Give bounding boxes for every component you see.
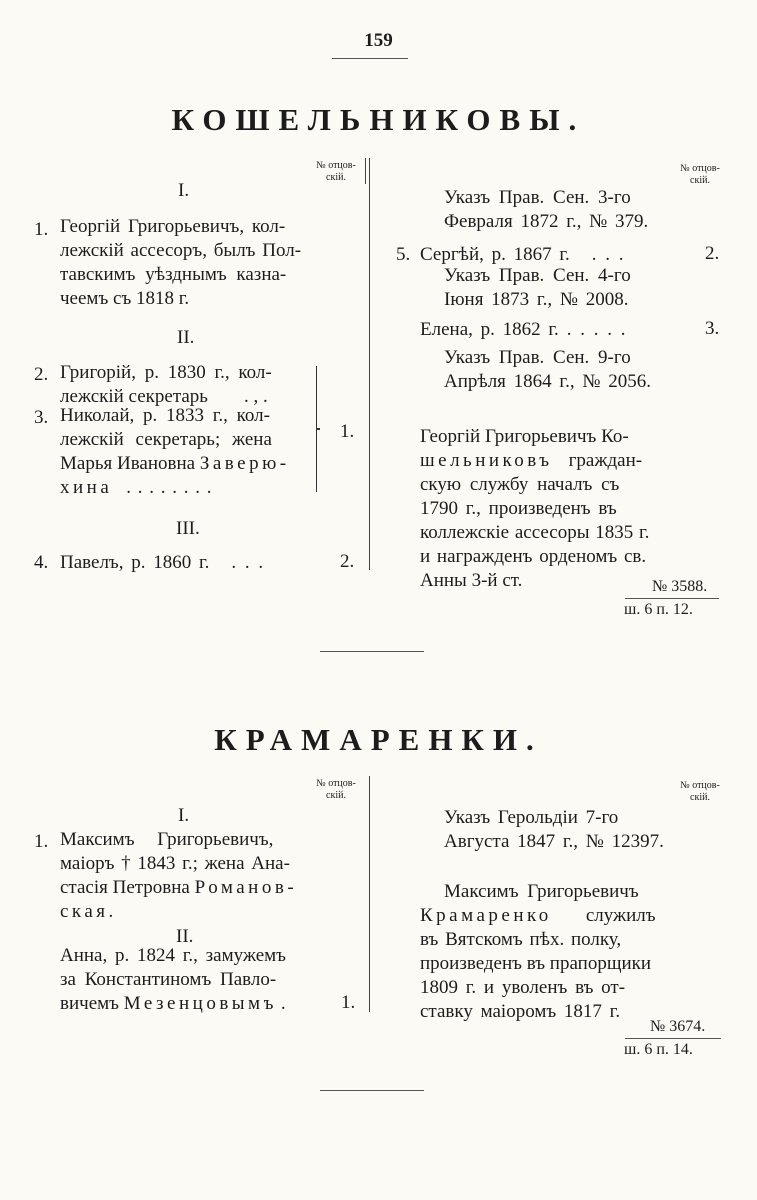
entry-number: 4. — [34, 552, 49, 573]
entry-sergey: Сергѣй, р. 1867 г. . . . — [420, 244, 626, 265]
entry-number: 2. — [34, 364, 49, 385]
generation-heading: I. — [178, 805, 190, 826]
record-number: № 3674. — [650, 1018, 706, 1035]
right-col-header: № отцов- скій. — [680, 163, 720, 186]
left-col-header: № отцов- скій. — [316, 778, 356, 801]
entry-pavel: Павелъ, р. 1860 г. . . . — [60, 552, 266, 573]
ukaz-1872: Указъ Прав. Сен. 3-го Февраля 1872 г., № 379. — [444, 187, 649, 232]
entry-number: 1. — [34, 831, 49, 852]
brace-reference: 1. — [340, 421, 355, 442]
section-title-koshelnikovy: КОШЕЛЬНИКОВЫ. — [171, 102, 586, 137]
column-divider-tick — [365, 158, 366, 184]
entry-reference: 3. — [705, 318, 720, 339]
generation-heading: II. — [176, 926, 194, 947]
record-number: № 3588. — [652, 578, 708, 595]
entry-number: 5. — [396, 244, 411, 265]
left-col-header: № отцов- скій. — [316, 160, 356, 183]
entry-number: 3. — [34, 407, 49, 428]
entry-anna: Анна, р. 1824 г., замужемъ за Константиномъ Павло- вичемъ Мезенцовымъ . — [60, 945, 287, 1014]
entry-maksim: Максимъ Григорьевичъ, маіоръ † 1843 г.; жена Ана- стасія Петровна Романов- ская. — [60, 829, 298, 922]
section-title-kramarenki: КРАМАРЕНКИ. — [214, 722, 543, 757]
entry-number: 1. — [34, 219, 49, 240]
entry-reference: 1. — [341, 992, 356, 1013]
ukaz-1873: Указъ Прав. Сен. 4-го Іюня 1873 г., № 2008. — [444, 265, 631, 310]
generation-heading: III. — [176, 518, 200, 539]
entry-nikolay: Николай, р. 1833 г., кол- лежскій секретарь; жена Марья Ивановна Заверю- хина . . . . . . . . — [60, 405, 290, 498]
entry-elena: Елена, р. 1862 г. . . . . . — [420, 319, 628, 340]
right-col-header: № отцов- скій. — [680, 780, 720, 803]
generation-heading: II. — [177, 327, 195, 348]
ukaz-1864: Указъ Прав. Сен. 9-го Апрѣля 1864 г., № 2056. — [444, 347, 651, 392]
ukaz-1847: Указъ Герольдіи 7-го Августа 1847 г., № 12397. — [444, 807, 664, 852]
section-divider — [320, 1090, 424, 1091]
entry-reference: 2. — [705, 243, 720, 264]
section-divider — [320, 651, 424, 652]
record-rule — [625, 598, 719, 599]
page-number: 159 — [364, 30, 393, 51]
biography-note: Максимъ Григорьевичъ Крамаренко служилъ въ Вятскомъ пѣх. полку, произведенъ въ прапорщики 1809 г. и уволенъ въ от- ставку маіоромъ 1817 г. — [420, 881, 656, 1022]
brace-point — [317, 428, 320, 430]
entry-reference: 2. — [340, 551, 355, 572]
page-number-rule — [332, 58, 408, 59]
column-divider — [369, 158, 370, 570]
archive-reference: ш. 6 п. 12. — [624, 601, 693, 618]
column-divider — [369, 776, 370, 1012]
generation-heading: I. — [178, 180, 190, 201]
entry-georgiy: Георгій Григорьевичъ, кол- лежскій ассесоръ, былъ Пол- тавскимъ уѣзднымъ казна- чеемъ съ 1818 г. — [60, 216, 302, 309]
biography-note: Георгій Григорьевичъ Ко- шельниковъ граждан- скую службу началъ съ 1790 г., произведенъ въ коллежскіе ассесоры 1835 г. и награжденъ орденомъ св. Анны 3-й ст. — [420, 426, 650, 591]
entry-grigoriy: Григорій, р. 1830 г., кол- лежскій секретарь . , . — [60, 362, 272, 407]
archive-reference: ш. 6 п. 14. — [624, 1041, 693, 1058]
record-rule — [625, 1038, 721, 1039]
